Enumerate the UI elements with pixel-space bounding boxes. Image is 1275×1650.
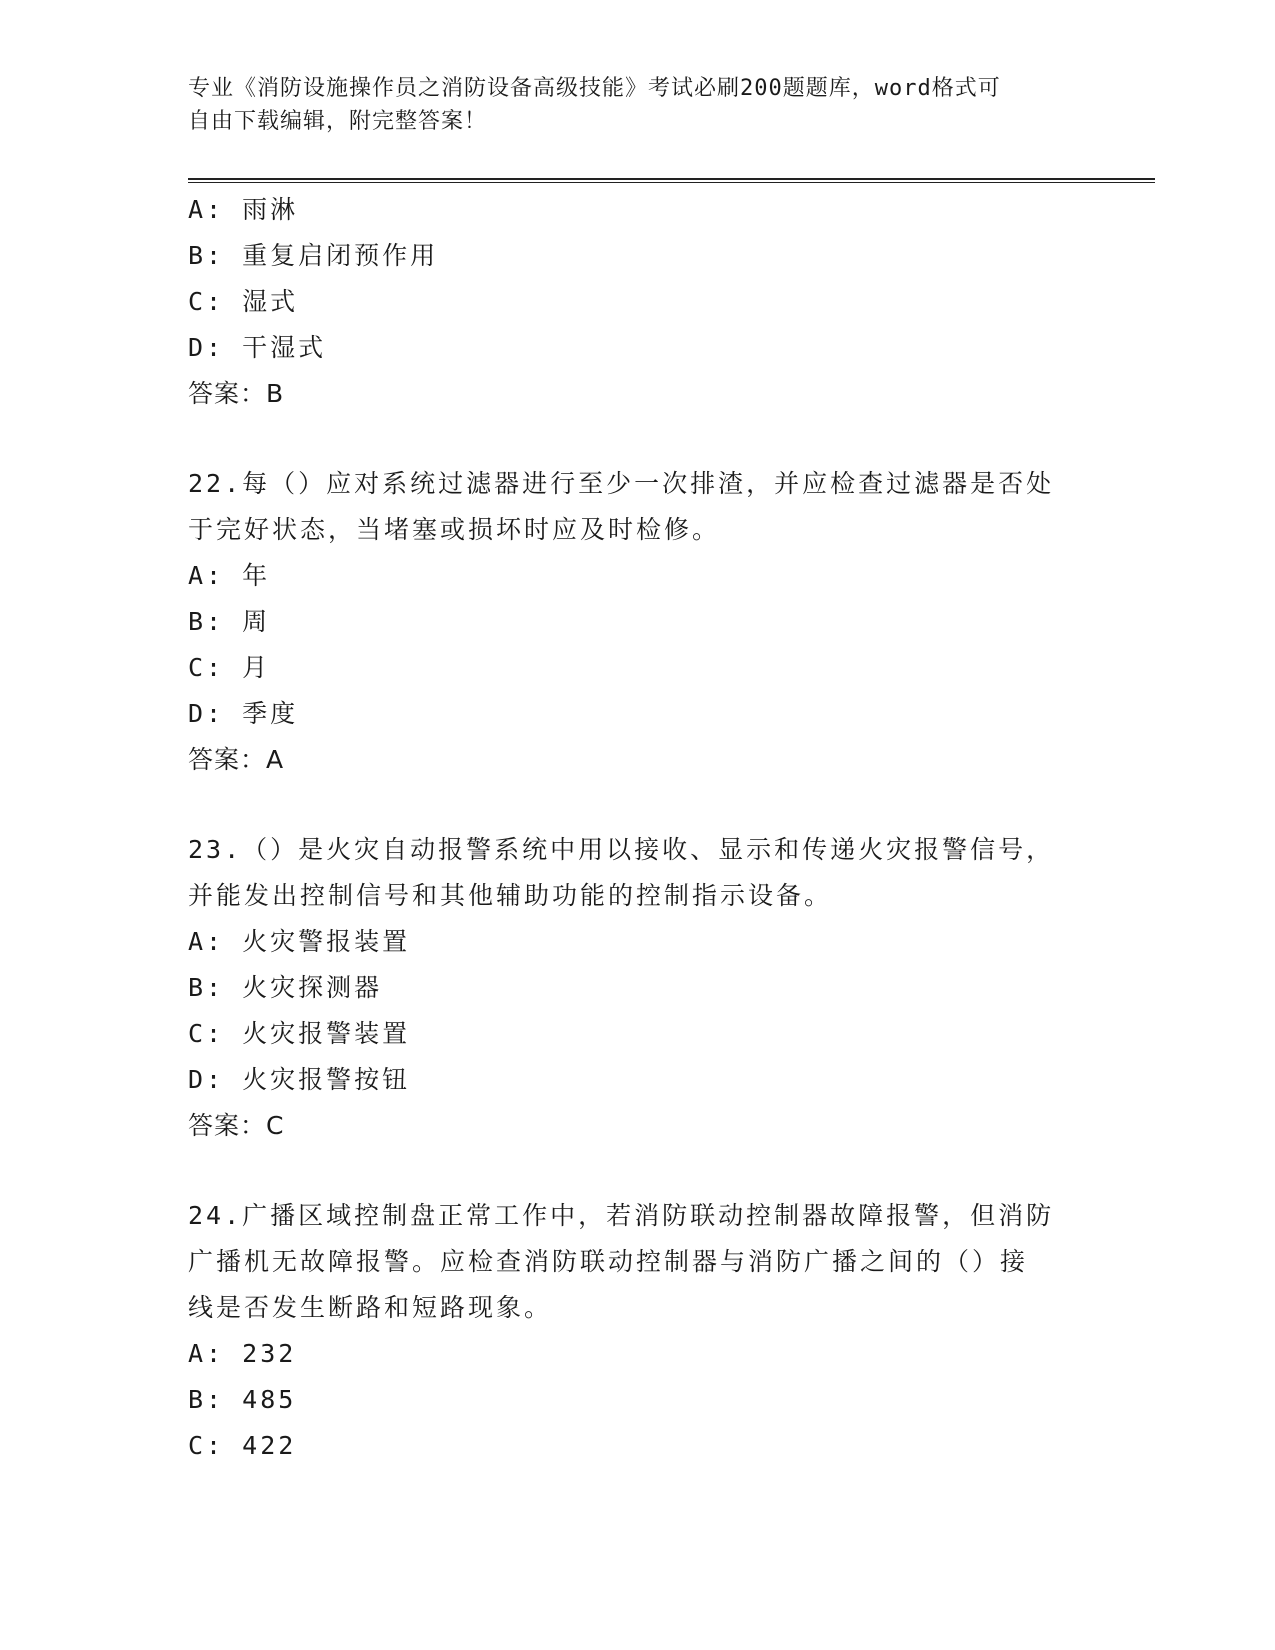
option-a: A: 年 (188, 561, 271, 590)
question-list (188, 187, 1088, 1469)
option-b: B: 485 (188, 1385, 297, 1414)
question-stem-line: 于完好状态，当堵塞或损坏时应及时检修。 (188, 515, 721, 544)
option-d: D: 火灾报警按钮 (188, 1065, 411, 1094)
answer: 答案：C (188, 1111, 285, 1140)
option-d: D: 干湿式 (188, 333, 327, 362)
answer: 答案：A (188, 745, 285, 774)
header-line-2: 自由下载编辑，附完整答案！ (188, 109, 488, 134)
option-c: C: 422 (188, 1431, 297, 1460)
option-b: B: 重复启闭预作用 (188, 241, 439, 270)
option-b: B: 火灾探测器 (188, 973, 383, 1002)
question-stem-line: 24.广播区域控制盘正常工作中，若消防联动控制器故障报警，但消防 (188, 1201, 1055, 1230)
option-c: C: 月 (188, 653, 271, 682)
question-23 (188, 827, 1088, 1149)
question-stem-line: 22.每（）应对系统过滤器进行至少一次排渣，并应检查过滤器是否处 (188, 469, 1055, 498)
option-b: B: 周 (188, 607, 271, 636)
question-stem-line: 线是否发生断路和短路现象。 (188, 1293, 553, 1322)
answer: 答案：B (188, 379, 285, 408)
document-header (188, 72, 1068, 138)
header-divider (188, 178, 1155, 183)
header-line-1: 专业《消防设施操作员之消防设备高级技能》考试必刷200题题库，word格式可 (188, 76, 1001, 101)
option-d: D: 季度 (188, 699, 299, 728)
option-c: C: 火灾报警装置 (188, 1019, 411, 1048)
question-22 (188, 461, 1088, 783)
question-21 (188, 187, 1088, 417)
option-a: A: 232 (188, 1339, 297, 1368)
question-stem-line: 23.（）是火灾自动报警系统中用以接收、显示和传递火灾报警信号， (188, 835, 1055, 864)
question-24 (188, 1193, 1088, 1469)
option-c: C: 湿式 (188, 287, 299, 316)
question-stem-line: 广播机无故障报警。应检查消防联动控制器与消防广播之间的（）接 (188, 1247, 1029, 1276)
question-stem-line: 并能发出控制信号和其他辅助功能的控制指示设备。 (188, 881, 833, 910)
option-a: A: 火灾警报装置 (188, 927, 411, 956)
option-a: A: 雨淋 (188, 195, 299, 224)
